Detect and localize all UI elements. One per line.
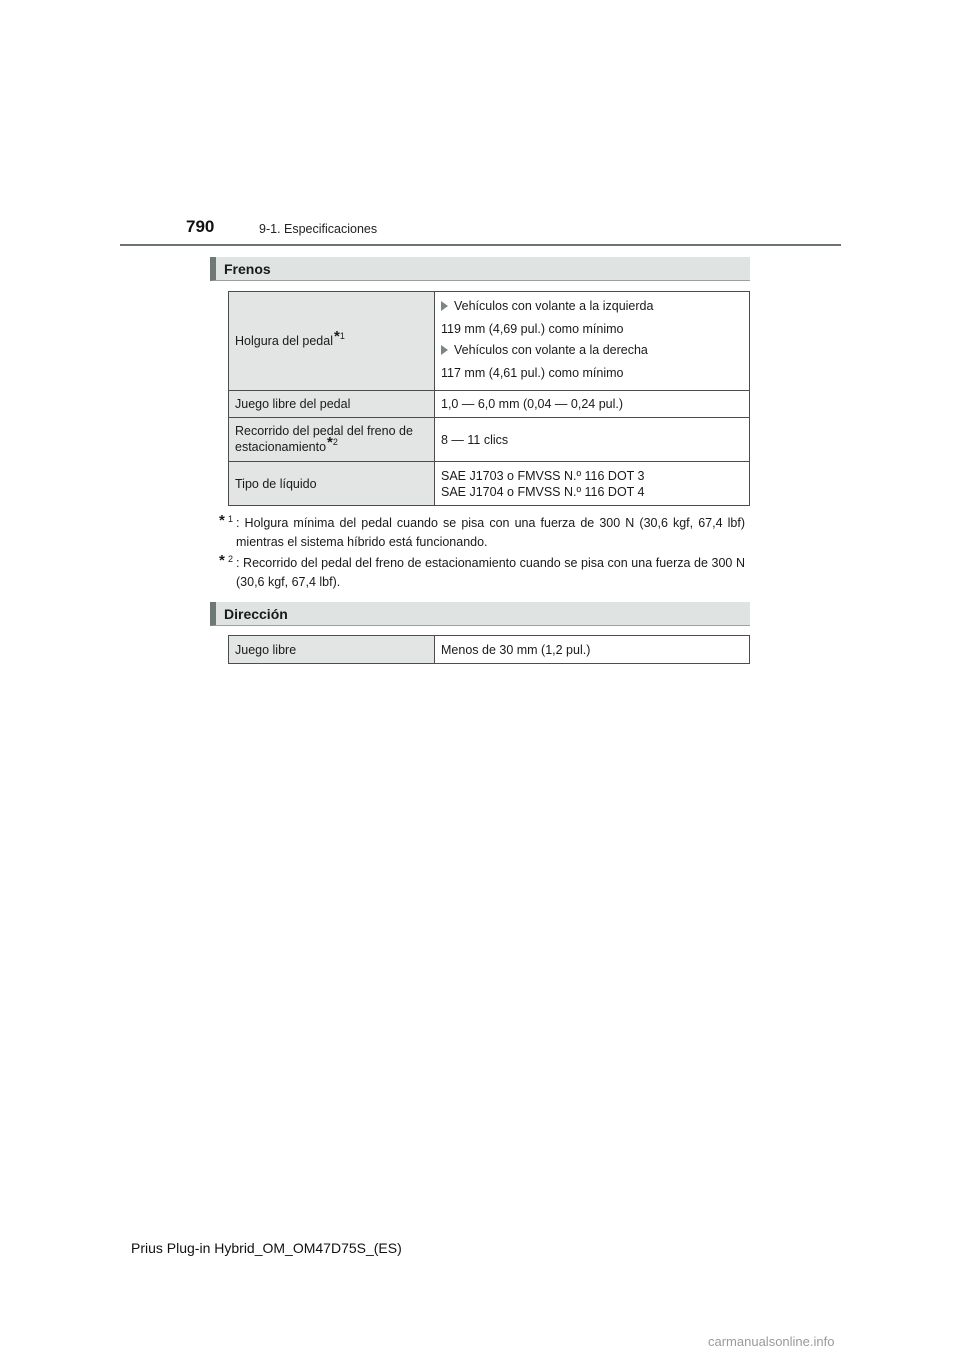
table-label-cell: Juego libre del pedal [229, 391, 435, 418]
table-label-cell: Tipo de líquido [229, 462, 435, 506]
section-heading-steering [210, 602, 750, 626]
sub-item-heading [441, 342, 743, 358]
steering-spec-table [228, 635, 750, 664]
value-text-line: SAE J1703 o FMVSS N.º 116 DOT 3 [441, 468, 645, 483]
section-heading-text: Frenos [224, 261, 271, 277]
footnote-1 [219, 514, 745, 552]
footnote-ref: 2 [332, 437, 338, 447]
table-value-cell [435, 462, 750, 506]
table-row [229, 418, 750, 462]
table-value-cell: 1,0 — 6,0 mm (0,04 — 0,24 pul.) [435, 391, 750, 418]
sub-item-heading-text: Vehículos con volante a la derecha [454, 343, 648, 357]
table-row [229, 391, 750, 418]
document-id: Prius Plug-in Hybrid_OM_OM47D75S_(ES) [131, 1240, 402, 1256]
asterisk-icon: * [327, 434, 333, 451]
footnote-number: 2 [228, 554, 234, 564]
footnote-number: 1 [228, 514, 234, 524]
sub-item-value: 117 mm (4,61 pul.) como mínimo [441, 366, 624, 380]
value-text-line: SAE J1704 o FMVSS N.º 116 DOT 4 [441, 484, 645, 499]
sub-item-heading [441, 298, 743, 314]
triangle-right-icon [441, 301, 448, 311]
asterisk-icon: * [334, 327, 340, 345]
footnote-2 [219, 554, 745, 592]
asterisk-icon: * [219, 512, 225, 529]
table-label-cell [229, 292, 435, 391]
label-text: Holgura del pedal [235, 333, 333, 348]
label-text-line: estacionamiento*$^2$ [235, 434, 338, 454]
section-title: 9-1. Especificaciones [259, 222, 378, 236]
asterisk-icon: * [219, 552, 225, 569]
header-rule [120, 244, 841, 246]
triangle-right-icon [441, 345, 448, 355]
sub-item-value: 119 mm (4,69 pul.) como mínimo [441, 322, 624, 336]
table-value-cell: 8 — 11 clics [435, 418, 750, 462]
table-row [229, 292, 750, 391]
sub-item-heading-text: Vehículos con volante a la izquierda [454, 299, 654, 313]
table-row [229, 636, 750, 664]
footnote-text: : Recorrido del pedal del freno de estacionamiento cuando se pisa con una fuerza de 300 N (30,6 kgf, 67,4 lbf). [236, 556, 745, 589]
table-value-cell [435, 292, 750, 391]
page-number: 790 [186, 217, 215, 236]
section-heading-brakes [210, 257, 750, 281]
table-row [229, 462, 750, 506]
brakes-spec-table [228, 291, 750, 506]
footnote-ref: 1 [339, 330, 345, 341]
watermark: carmanualsonline.info [708, 1334, 835, 1349]
table-label-cell: Juego libre [229, 636, 435, 664]
table-value-cell: Menos de 30 mm (1,2 pul.) [435, 636, 750, 664]
footnote-text: : Holgura mínima del pedal cuando se pisa con una fuerza de 300 N (30,6 kgf, 67,4 lbf) mientras el sistema híbrido está funcionando. [236, 516, 745, 549]
label-text-line: Recorrido del pedal del freno de [235, 424, 413, 438]
section-heading-text: Dirección [224, 606, 288, 622]
table-label-cell [229, 418, 435, 462]
